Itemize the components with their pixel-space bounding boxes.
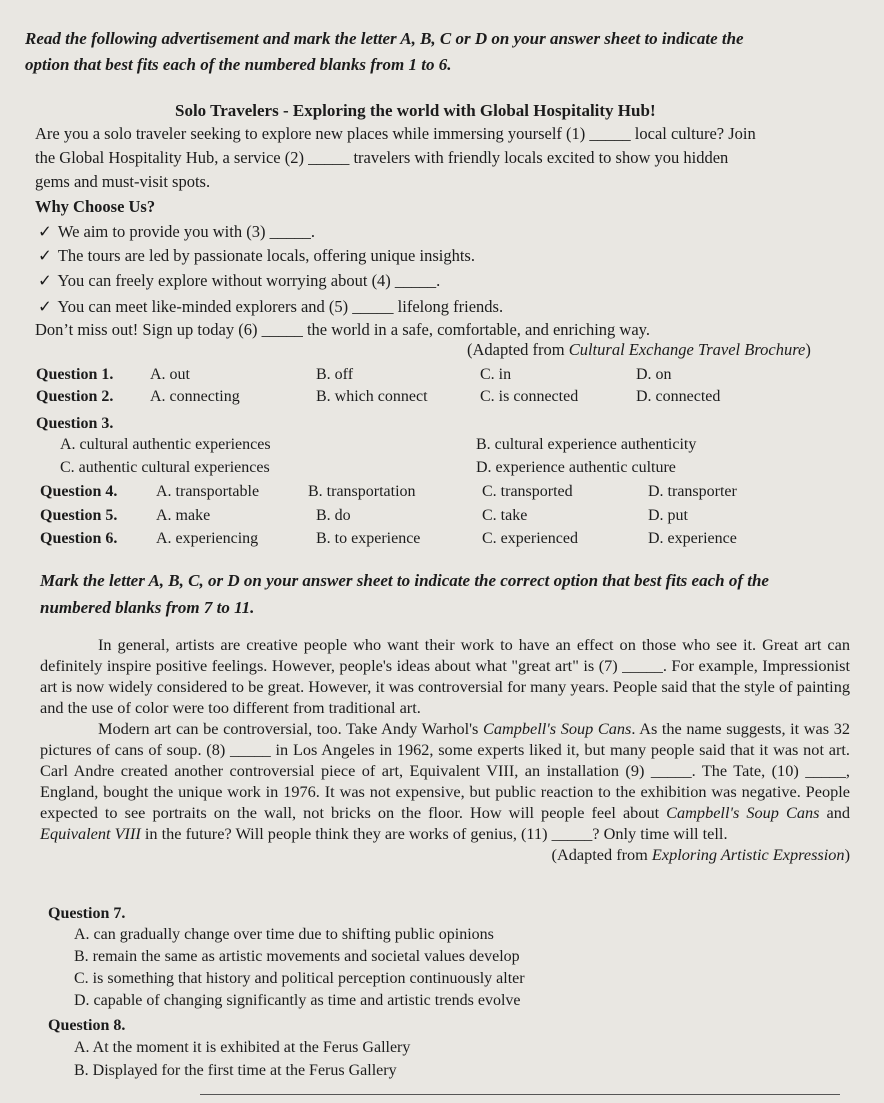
question-7-option-a[interactable]: A. can gradually change over time due to shifting public opinions xyxy=(74,926,494,943)
source-title: Cultural Exchange Travel Brochure xyxy=(568,340,806,359)
option-d[interactable]: D. transporter xyxy=(648,483,737,500)
section1-instruction-line1: Read the following advertisement and mark the letter A, B, C or D on your answer sheet to indicate the xyxy=(25,29,744,48)
question-label: Question 6. xyxy=(40,530,118,547)
option-b[interactable]: B. to experience xyxy=(316,530,421,547)
source-suffix: ) xyxy=(805,340,811,359)
question-label: Question 1. xyxy=(36,366,114,383)
option-c[interactable]: C. transported xyxy=(482,483,573,500)
section1-instruction-line2: option that best fits each of the numbered blanks from 1 to 6. xyxy=(25,55,452,74)
option-d[interactable]: D. on xyxy=(636,366,672,383)
option-b[interactable]: B. off xyxy=(316,366,354,383)
bullet-item xyxy=(38,246,475,266)
bullet-text: The tours are led by passionate locals, offering unique insights. xyxy=(57,246,475,265)
check-icon: ✓ xyxy=(38,222,52,241)
option-c[interactable]: C. in xyxy=(480,366,512,383)
passage-italic: Campbell's Soup Cans xyxy=(483,719,632,738)
advert-intro-line2: the Global Hospitality Hub, a service (2) _____ travelers with friendly locals excited to show you hidden xyxy=(35,148,729,167)
option-d[interactable]: D. put xyxy=(648,507,688,524)
passage-paragraph-1: In general, artists are creative people who want their work to have an effect on those who see it. Great art can definitely inspire positive feelings. However, people's ideas about what "great art" is (7) _____. For example, Impressionist art is now widely considered to be great. However, it was controversial for many years. People said that the style of painting and the use of color were too different from traditional art. xyxy=(40,635,850,717)
why-choose-heading: Why Choose Us? xyxy=(35,197,156,216)
question-4 xyxy=(36,483,856,505)
art-passage xyxy=(40,634,850,865)
passage-italic: Campbell's Soup Cans xyxy=(666,803,820,822)
question-7-option-c[interactable]: C. is something that history and political perception continuously alter xyxy=(74,970,525,987)
question-3-row2 xyxy=(36,459,856,481)
bullet-text: We aim to provide you with (3) _____. xyxy=(57,222,315,241)
bottom-rule xyxy=(200,1094,840,1095)
question-8-option-a[interactable]: A. At the moment it is exhibited at the Ferus Gallery xyxy=(74,1039,411,1056)
passage-text: in the future? Will people think they are works of genius, (11) _____? Only time will tell. xyxy=(140,824,728,843)
source-suffix: ) xyxy=(844,845,850,864)
bullet-item xyxy=(38,271,440,291)
option-d[interactable]: D. connected xyxy=(636,388,721,405)
question-8-label: Question 8. xyxy=(48,1017,126,1034)
question-label: Question 5. xyxy=(40,507,118,524)
question-7-option-b[interactable]: B. remain the same as artistic movements and societal values develop xyxy=(74,948,520,965)
bullet-item xyxy=(38,297,503,317)
passage-italic: Equivalent VIII xyxy=(40,824,141,843)
question-7-option-d[interactable]: D. capable of changing significantly as time and artistic trends evolve xyxy=(74,992,521,1009)
advert-intro-line3: gems and must-visit spots. xyxy=(35,172,211,191)
source-prefix: (Adapted from xyxy=(467,340,569,359)
passage-source xyxy=(40,844,850,865)
question-2 xyxy=(36,388,856,410)
option-a[interactable]: A. transportable xyxy=(156,483,260,500)
option-a[interactable]: A. cultural authentic experiences xyxy=(60,436,271,453)
option-a[interactable]: A. experiencing xyxy=(156,530,259,547)
option-b[interactable]: B. which connect xyxy=(316,388,428,405)
question-3-label: Question 3. xyxy=(36,415,114,432)
passage-text: Modern art can be controversial, too. Take Andy Warhol's xyxy=(98,719,483,738)
source-prefix: (Adapted from xyxy=(551,845,652,864)
advert-source xyxy=(467,340,811,360)
option-c[interactable]: C. experienced xyxy=(482,530,578,547)
option-d[interactable]: D. experience xyxy=(648,530,737,547)
option-c[interactable]: C. is connected xyxy=(480,388,579,405)
option-a[interactable]: A. connecting xyxy=(150,388,240,405)
question-7-label: Question 7. xyxy=(48,905,126,922)
bullet-text: You can freely explore without worrying about (4) _____. xyxy=(57,271,441,290)
advert-title: Solo Travelers - Exploring the world with Global Hospitality Hub! xyxy=(175,101,656,120)
question-1 xyxy=(36,366,856,388)
advert-closing: Don’t miss out! Sign up today (6) _____ the world in a safe, comfortable, and enriching way. xyxy=(35,320,650,339)
option-b[interactable]: B. cultural experience authenticity xyxy=(476,436,697,453)
option-c[interactable]: C. authentic cultural experiences xyxy=(60,459,270,476)
question-label: Question 2. xyxy=(36,388,114,405)
question-3-row1 xyxy=(36,436,856,458)
question-6 xyxy=(36,530,856,552)
advert-intro-line1: Are you a solo traveler seeking to explore new places while immersing yourself (1) _____ local culture? Join xyxy=(35,124,756,143)
option-d[interactable]: D. experience authentic culture xyxy=(476,459,676,476)
check-icon: ✓ xyxy=(38,297,52,316)
option-b[interactable]: B. do xyxy=(316,507,351,524)
passage-text: and xyxy=(819,803,850,822)
section2-instruction-line1: Mark the letter A, B, C, or D on your answer sheet to indicate the correct option that best fits each of the xyxy=(40,571,769,590)
passage-paragraph-2 xyxy=(40,718,850,844)
check-icon: ✓ xyxy=(38,271,52,290)
question-8-option-b[interactable]: B. Displayed for the first time at the Ferus Gallery xyxy=(74,1062,397,1079)
option-a[interactable]: A. out xyxy=(150,366,190,383)
section2-instruction-line2: numbered blanks from 7 to 11. xyxy=(40,598,255,617)
question-5 xyxy=(36,507,856,529)
source-title: Exploring Artistic Expression xyxy=(651,845,845,864)
question-label: Question 4. xyxy=(40,483,118,500)
check-icon: ✓ xyxy=(38,246,52,265)
passage-text: . As the name suggests, it was 32 pictures of cans of soup. (8) _____ in Los Angeles in 1962, some experts liked it, but many people said that it was not art. Carl Andre created another controversial piece of art, Equivalent VIII, an installation (9) _____. The Tate, (10) _____, England, bought the unique work in 1976. It was not expensive, but public reaction to the exhibition was negative. People expected to see portraits on the wall, not bricks on the floor. How will people feel about xyxy=(40,719,850,822)
bullet-item xyxy=(38,222,315,242)
option-a[interactable]: A. make xyxy=(156,507,211,524)
bullet-text: You can meet like-minded explorers and (5) _____ lifelong friends. xyxy=(57,297,504,316)
option-b[interactable]: B. transportation xyxy=(308,483,416,500)
option-c[interactable]: C. take xyxy=(482,507,528,524)
